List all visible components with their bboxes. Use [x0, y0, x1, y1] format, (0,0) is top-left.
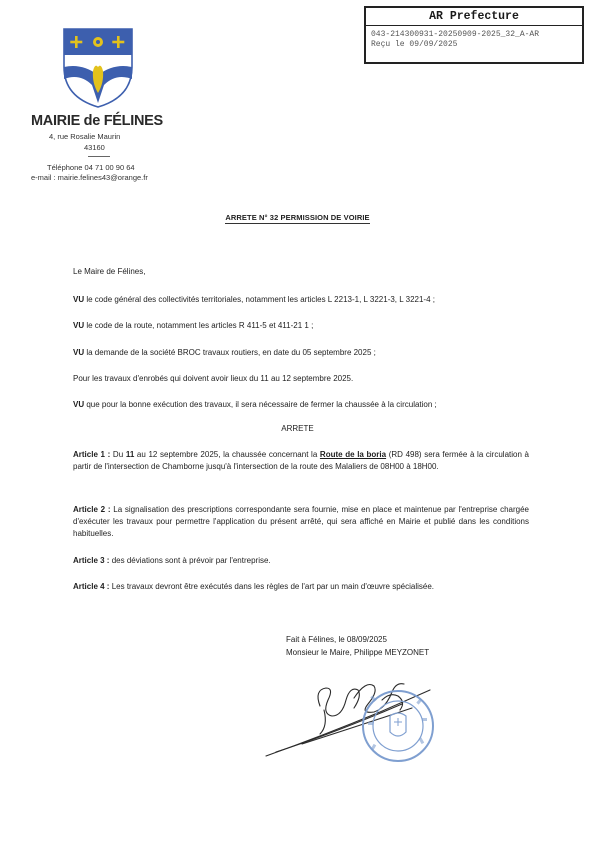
telephone: Téléphone 04 71 00 90 64 — [47, 163, 135, 172]
consideration-text: que pour la bonne exécution des travaux, il sera nécessaire de fermer la chaussée à la circulation ; — [84, 400, 437, 409]
consideration-label: VU — [73, 348, 85, 357]
article-text: au 12 septembre 2025, la chaussée concernant la — [134, 450, 320, 459]
signatory-name: Monsieur le Maire, Philippe MEYZONET — [286, 648, 430, 657]
document-title — [0, 213, 595, 222]
consideration-label: VU — [73, 400, 85, 409]
document-title-text: ARRETE N° 32 PERMISSION DE VOIRIE — [225, 213, 370, 222]
consideration-2 — [73, 320, 529, 332]
article-text: des déviations sont à prévoir par l'entreprise. — [109, 556, 271, 565]
article-text: Les travaux devront être exécutés dans les règles de l'art par un main d'œuvre spécialisée. — [109, 582, 435, 591]
article-label: Article 2 : — [73, 505, 111, 514]
consideration-3 — [73, 347, 529, 359]
coat-of-arms-icon — [62, 27, 134, 109]
article-text: La signalisation des prescriptions correspondante sera fournie, mise en place et maintenue par l'entreprise chargée d'exécuter les travaux pour permettre l'application du présent arrêté, qui sera affiché en Mairie et publié dans les conditions habituelles. — [73, 505, 529, 538]
article-text: (RD 498) sera fermée à la circulation à partir de l'intersection de Chamborne jusqu'à l'intersection de la route des Malaliers de 08H00 à 18H00. — [73, 450, 530, 471]
article-3 — [73, 555, 529, 567]
intro-line: Le Maire de Félines, — [73, 267, 146, 276]
consideration-text: la demande de la société BROC travaux routiers, en date du 05 septembre 2025 ; — [84, 348, 376, 357]
email: e-mail : mairie.felines43@orange.fr — [31, 173, 148, 182]
prefecture-stamp — [364, 6, 584, 64]
article-text: Du — [110, 450, 126, 459]
consideration-label: VU — [73, 321, 85, 330]
signature-place-date: Fait à Félines, le 08/09/2025 — [286, 635, 387, 644]
address-postcode: 43160 — [84, 143, 105, 152]
header-divider — [88, 156, 110, 157]
article-1 — [73, 449, 529, 473]
consideration-text: le code de la route, notamment les articles R 411-5 et 411-21 1 ; — [84, 321, 314, 330]
prefecture-stamp-title: AR Prefecture — [366, 8, 582, 26]
prefecture-reference: 043-214300931-20250909-2025_32_A-AR — [371, 30, 540, 39]
address-street: 4, rue Rosalie Maurin — [49, 132, 121, 141]
article-label: Article 1 : — [73, 450, 111, 459]
article-2 — [73, 504, 529, 540]
consideration-label: VU — [73, 295, 85, 304]
consideration-text: le code général des collectivités territoriales, notamment les articles L 2213-1, L 3221-3, L 3221-4 ; — [84, 295, 435, 304]
consideration-1 — [73, 294, 529, 306]
article-4 — [73, 581, 529, 593]
municipal-seal-icon — [360, 688, 436, 764]
article-date-start: 11 — [125, 450, 135, 459]
works-dates: Pour les travaux d'enrobés qui doivent avoir lieux du 11 au 12 septembre 2025. — [73, 374, 354, 383]
consideration-5 — [73, 399, 529, 411]
article-label: Article 4 : — [73, 582, 110, 591]
article-label: Article 3 : — [73, 556, 110, 565]
prefecture-received-date: Reçu le 09/09/2025 — [371, 40, 458, 49]
mairie-name: MAIRIE de FÉLINES — [31, 113, 163, 129]
road-name: Route de la boria — [319, 450, 387, 459]
arrete-heading: ARRETE — [281, 424, 314, 433]
